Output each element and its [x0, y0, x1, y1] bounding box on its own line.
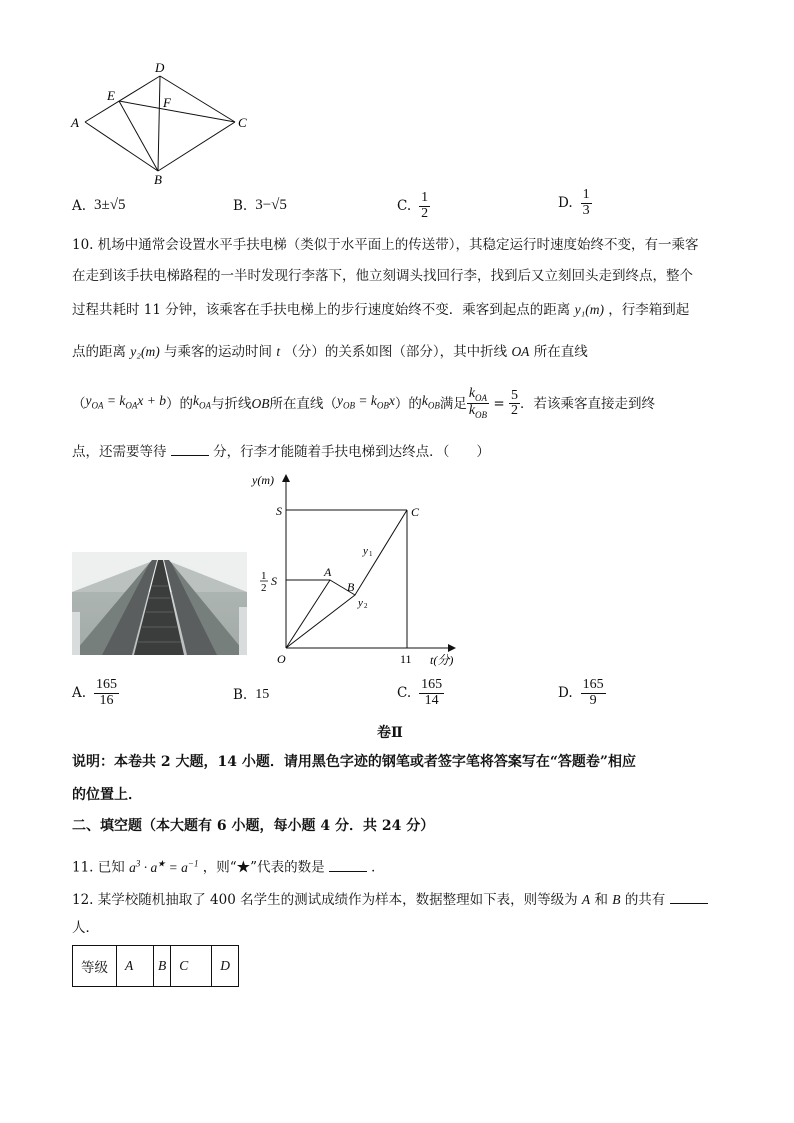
- graph-y1-label: y: [363, 545, 368, 557]
- q10-ratio: [467, 387, 489, 420]
- q11-expression: $a^3 \cdot a^★ = a^{-1}$: [129, 858, 199, 875]
- volume-title: 卷Ⅱ: [377, 725, 403, 741]
- q10-line-2: 在走到该手扶电梯路程的一半时发现行李落下，他立刻调头找回行李，找到后又立刻回头走到终点，整个: [72, 268, 693, 284]
- q10-graph: [250, 470, 470, 670]
- q9-label-b: B: [154, 172, 162, 187]
- graph-y-label: y(m): [252, 473, 274, 487]
- q10-option-b-label: B.: [233, 687, 248, 703]
- q10-option-b[interactable]: [233, 687, 269, 703]
- q10-option-c-den: 14: [424, 692, 439, 708]
- q10-l5-d: 所在直线（: [269, 395, 337, 412]
- instructions-line-2: 的位置上．: [72, 787, 142, 803]
- q10-line-3-tail: ，行李箱到起: [608, 302, 690, 318]
- q9-option-a-text: 3±√5: [94, 197, 126, 213]
- q9-label-e: E: [107, 88, 115, 103]
- section-2-title: 二、填空题（本大题有 6 小题，每小题 4 分．共 24 分）: [72, 818, 435, 834]
- q10-option-d-den: 9: [589, 692, 597, 708]
- q10-option-c-label: C.: [397, 685, 412, 702]
- q10-line-4-d: 所在直线: [533, 344, 588, 360]
- q10-koa: $k_{OA}$: [192, 393, 211, 412]
- q10-y2: y₂(m): [130, 344, 160, 359]
- q10-eq-ob: $y_{OB} = k_{OB}x$: [336, 393, 395, 412]
- q10-option-c-num: 165: [421, 677, 443, 692]
- q9-label-f: F: [163, 95, 171, 110]
- q10-line-4-a: 点的距离: [72, 344, 126, 360]
- q9-option-a[interactable]: [72, 197, 126, 214]
- q9-option-c-num: 1: [421, 190, 429, 205]
- q10-ratio-rhs-den: 2: [510, 403, 518, 419]
- q10-kob: $k_{OB}$: [421, 393, 440, 412]
- q9-option-d-den: 3: [582, 202, 590, 218]
- graph-point-b: B: [347, 580, 355, 594]
- q10-ratio-rhs: [509, 389, 520, 419]
- q10-l6-b: 分，行李才能随着手扶电梯到达终点．（ ）: [213, 444, 490, 460]
- q9-option-c-fraction: [419, 191, 430, 221]
- q10-line-1: 10. 机场中通常会设置水平手扶电梯（类似于水平面上的传送带），其稳定运行时速度始终不变，有一乘客: [72, 237, 699, 253]
- q12-grade-b: B: [612, 892, 621, 907]
- q10-ratio-rhs-num: 5: [510, 387, 518, 403]
- q10-oa: OA: [511, 344, 530, 359]
- graph-tick-11: 11: [400, 652, 412, 666]
- q12-line-2: 人．: [72, 920, 99, 936]
- q9-label-c: C: [238, 115, 247, 130]
- q12-grade-a: A: [581, 892, 591, 907]
- graph-half-den: 2: [261, 582, 267, 594]
- escalator-photo: [72, 552, 247, 655]
- table-cell-a: A: [117, 946, 154, 987]
- q9-option-c-label: C.: [397, 198, 412, 215]
- q10-option-c[interactable]: [397, 678, 444, 708]
- graph-half-s: S: [271, 574, 277, 588]
- q10-option-d-num: 165: [582, 677, 604, 692]
- q10-option-a-num: 165: [96, 677, 118, 692]
- q10-option-d-label: D.: [558, 685, 573, 702]
- q9-option-b-text: 3−√5: [255, 197, 287, 213]
- table-cell-b: B: [154, 946, 171, 987]
- q10-option-c-fraction: [419, 678, 444, 708]
- q9-option-d-num: 1: [582, 187, 590, 202]
- q10-line-6: [72, 442, 722, 462]
- q11-end: ．: [371, 859, 385, 876]
- graph-x-label: t(分): [430, 653, 454, 667]
- q12-line-1: [72, 890, 732, 910]
- q10-l5-f: 满足: [439, 395, 467, 412]
- q9-option-b-label: B.: [233, 197, 248, 214]
- q10-option-d[interactable]: [558, 678, 606, 708]
- graph-y2-sub: 2: [364, 602, 368, 610]
- q10-option-a-den: 16: [99, 692, 114, 708]
- graph-line-y1: [286, 510, 407, 648]
- q11-answer-blank[interactable]: [329, 859, 367, 872]
- graph-origin: O: [277, 652, 286, 666]
- table-row: [73, 946, 239, 987]
- graph-line-y2: [286, 595, 355, 648]
- q9-option-d-fraction: [581, 188, 592, 218]
- q10-line-4-c: （分）的关系如图（部分），其中折线: [284, 344, 508, 360]
- graph-s-label: S: [276, 504, 282, 518]
- q10-y1: y₁(m): [574, 302, 604, 317]
- graph-point-c: C: [411, 505, 420, 519]
- table-cell-d: D: [212, 946, 239, 987]
- q10-answer-blank[interactable]: [171, 443, 209, 456]
- q12-table: [72, 945, 239, 987]
- q12-and: 和: [594, 892, 608, 908]
- q11-suffix: ，则“★”代表的数是: [202, 859, 325, 876]
- graph-half-num: 1: [261, 570, 267, 582]
- q9-label-d: D: [155, 60, 165, 75]
- q10-l5-b: ）的: [165, 395, 193, 412]
- graph-y2-label: y: [358, 597, 363, 609]
- q9-option-d[interactable]: [558, 188, 592, 218]
- q10-ratio-num: $k_{OA}$: [468, 386, 488, 403]
- q9-option-d-label: D.: [558, 195, 573, 212]
- q11-prefix: 11. 已知: [72, 859, 125, 876]
- q9-label-a: A: [71, 115, 79, 130]
- q10-line-3-text: 过程共耗时 11 分钟，该乘客在手扶电梯上的步行速度始终不变．乘客到起点的距离: [72, 302, 571, 318]
- q10-ratio-den: $k_{OB}$: [468, 403, 488, 421]
- q10-t: t: [276, 344, 281, 359]
- q10-l5-g: ．若该乘客直接走到终: [519, 395, 655, 412]
- q10-eq-sign: =: [489, 395, 509, 412]
- q10-ob: OB: [251, 395, 270, 411]
- q10-l5-c: 与折线: [210, 395, 252, 412]
- q10-option-a-fraction: [94, 678, 119, 708]
- q10-line-4: [72, 342, 722, 362]
- table-header-grade: 等级: [73, 946, 117, 987]
- graph-y1-sub: 1: [369, 550, 373, 558]
- q10-option-d-fraction: [581, 678, 606, 708]
- q10-l5-e: ）的: [394, 395, 422, 412]
- q10-line-4-b: 与乘客的运动时间: [164, 344, 273, 360]
- graph-point-a: A: [324, 565, 332, 579]
- q10-line-3: [72, 300, 722, 320]
- q10-option-a-label: A.: [72, 685, 87, 702]
- q10-option-b-text: 15: [255, 687, 270, 702]
- instructions-line-1: 说明：本卷共 2 大题，14 小题．请用黑色字迹的钢笔或者签字笔将答案写在“答题卷”相应: [72, 754, 636, 770]
- q12-answer-blank[interactable]: [670, 891, 708, 904]
- q11: [72, 853, 722, 878]
- q12-line-1-text: 12. 某学校随机抽取了 400 名学生的测试成绩作为样本，数据整理如下表，则等级为: [72, 892, 578, 908]
- q10-l6-a: 点，还需要等待: [72, 444, 167, 460]
- q9-option-c-den: 2: [421, 205, 429, 221]
- q10-eq-oa: $y_{OA} = k_{OA}x + b$: [85, 393, 166, 412]
- q10-l5-a: （: [72, 395, 86, 412]
- table-cell-c: C: [171, 946, 212, 987]
- q9-option-a-label: A.: [72, 197, 87, 214]
- q10-option-a[interactable]: [72, 678, 119, 708]
- q9-figure: [65, 58, 265, 188]
- q12-tail: 的共有: [624, 892, 666, 908]
- q10-line-5: [72, 387, 732, 420]
- q9-option-c[interactable]: [397, 191, 430, 221]
- q9-option-b[interactable]: [233, 197, 287, 214]
